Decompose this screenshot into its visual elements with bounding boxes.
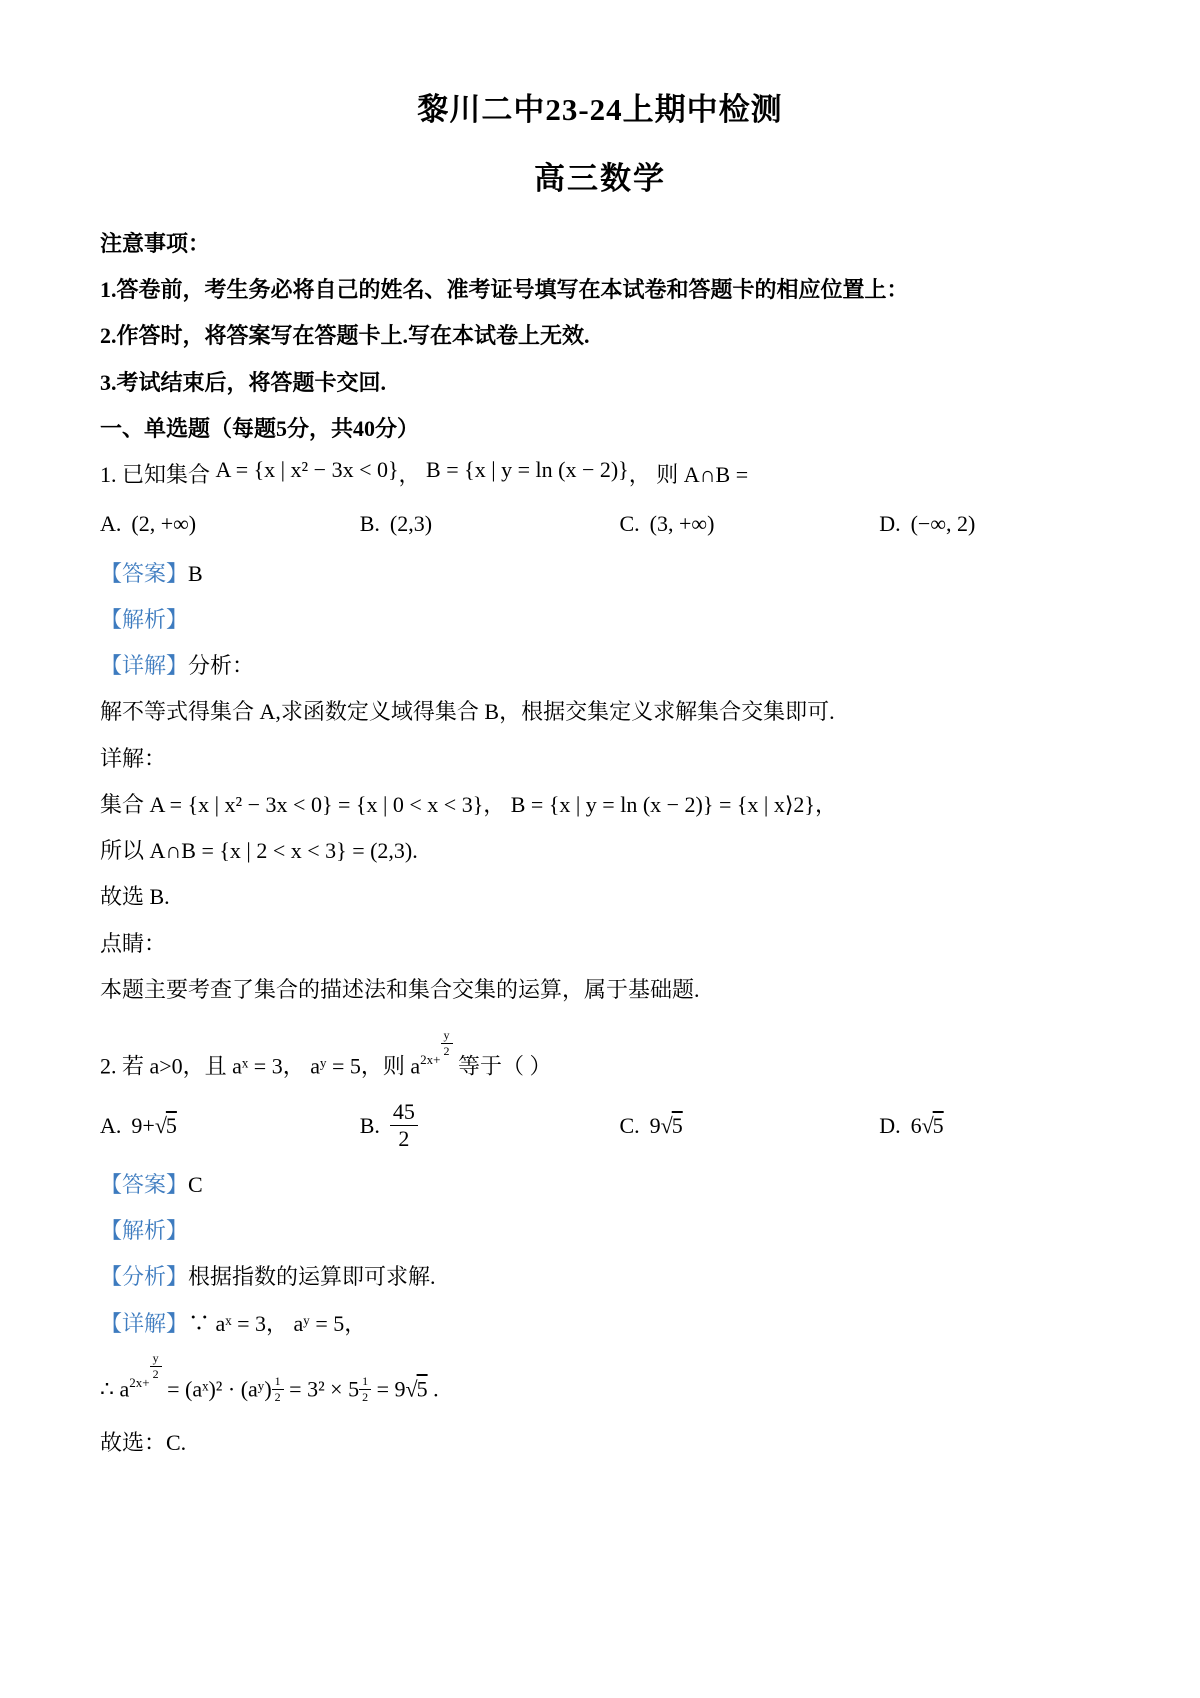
q2-option-a bbox=[100, 1110, 360, 1141]
option-label: B. bbox=[359, 1112, 380, 1138]
sqrt-expression bbox=[661, 1113, 683, 1138]
exponent-fraction bbox=[359, 1375, 371, 1404]
q2-exponent: 2x+ y 2 bbox=[420, 1031, 452, 1060]
option-label: B. bbox=[359, 511, 380, 537]
q1-analysis-text: 解不等式得集合 A,求函数定义域得集合 B，根据交集定义求解集合交集即可. bbox=[100, 699, 835, 725]
page-title: 黎川二中23-24上期中检测 bbox=[417, 92, 783, 127]
q1-tip-text: 本题主要考查了集合的描述法和集合交集的运算，属于基础题. bbox=[100, 976, 700, 1002]
q2-conclusion: 故选：C. bbox=[100, 1429, 187, 1455]
fraction-numerator: 45 bbox=[390, 1100, 418, 1126]
q1-detail-line-2: 所以 A∩B = {x | 2 < x < 3} = (2,3). bbox=[100, 838, 418, 864]
option-d-prefix: 6 bbox=[910, 1112, 922, 1138]
q1-separator-1: ， bbox=[398, 462, 427, 488]
q1-set-b: B = {x | y = ln (x − 2)} bbox=[426, 457, 629, 483]
notice-item-2: 2.作答时，将答案写在答题卡上.写在本试卷上无效. bbox=[100, 323, 590, 349]
fraction-denominator: 2 bbox=[362, 1390, 369, 1405]
q1-option-b bbox=[360, 508, 620, 539]
question-2-stem bbox=[100, 1027, 1100, 1082]
fraction-denominator: 2 bbox=[398, 1125, 410, 1151]
fraction-numerator: y bbox=[150, 1352, 162, 1367]
q1-options-row bbox=[100, 508, 1100, 539]
option-label: C. bbox=[619, 511, 640, 537]
fraction-denominator: 2 bbox=[152, 1367, 159, 1382]
q1-option-a bbox=[100, 508, 360, 539]
q2-fenxi-line bbox=[100, 1261, 1100, 1292]
exponent-fraction bbox=[272, 1375, 284, 1404]
q1-detail-line-1: 集合 A = {x | x² − 3x < 0} = {x | 0 < x < 3}， B = {x | y = ln (x − 2)} = {x | x⟩2}， bbox=[100, 791, 837, 817]
option-value bbox=[650, 1110, 683, 1141]
q2-detail-text: ∵ aˣ = 3， aʸ = 5， bbox=[188, 1310, 367, 1336]
q1-answer-value: B bbox=[188, 560, 203, 586]
option-label: C. bbox=[619, 1112, 640, 1138]
q1-answer-line bbox=[100, 558, 1100, 589]
q1-detail-label: 详解： bbox=[100, 745, 167, 771]
sqrt-expression bbox=[406, 1376, 428, 1401]
q2-solution-formula bbox=[100, 1350, 1100, 1407]
q1-detail-tag-line bbox=[100, 650, 1100, 681]
notice-item-1: 1.答卷前，考生务必将自己的姓名、准考证号填写在本试卷和答题卡的相应位置上： bbox=[100, 277, 909, 303]
q1-analysis-label: 分析： bbox=[188, 653, 255, 679]
option-value bbox=[911, 1110, 944, 1141]
fraction-numerator: y bbox=[441, 1029, 453, 1044]
answer-tag: 【答案】 bbox=[100, 560, 189, 586]
jiexi-tag: 【解析】 bbox=[100, 1218, 189, 1244]
formula-part-2: = (aˣ)² · (aʸ) bbox=[161, 1376, 272, 1402]
q1-separator-2: ， bbox=[628, 462, 657, 488]
sqrt-sign: √ bbox=[921, 1112, 933, 1138]
formula-exponent-3 bbox=[359, 1374, 371, 1406]
notice-item-3: 3.考试结束后，将答题卡交回. bbox=[100, 369, 387, 395]
sqrt-expression bbox=[155, 1113, 177, 1138]
jiexi-tag: 【解析】 bbox=[100, 606, 189, 632]
formula-part-5: . bbox=[427, 1376, 439, 1402]
q2-answer-value: C bbox=[188, 1171, 203, 1197]
q2-exponent-fraction bbox=[441, 1029, 453, 1058]
q2-analysis-tag-line bbox=[100, 1215, 1100, 1246]
formula-exponent-2 bbox=[272, 1374, 284, 1406]
option-label: D. bbox=[879, 511, 901, 537]
answer-tag: 【答案】 bbox=[100, 1171, 189, 1197]
option-label: A. bbox=[100, 511, 122, 537]
page-subtitle: 高三数学 bbox=[534, 161, 666, 196]
q2-answer-line bbox=[100, 1169, 1100, 1200]
q1-option-c bbox=[619, 508, 879, 539]
formula-part-1: ∴ a bbox=[100, 1376, 130, 1402]
formula-exponent-1: 2x+ y 2 bbox=[129, 1354, 161, 1383]
fraction-denominator: 2 bbox=[274, 1390, 281, 1405]
option-value bbox=[131, 1110, 177, 1141]
q2-fenxi-text: 根据指数的运算即可求解. bbox=[188, 1264, 436, 1290]
option-value: (−∞, 2) bbox=[910, 511, 976, 537]
exponent-fraction bbox=[150, 1352, 162, 1381]
q1-conclusion: 故选 B. bbox=[100, 884, 170, 910]
q1-stem-prefix: 1. 已知集合 bbox=[100, 462, 216, 488]
formula-part-3: = 3² × 5 bbox=[283, 1376, 360, 1402]
sqrt-sign: √ bbox=[405, 1376, 417, 1402]
sqrt-radicand: 5 bbox=[932, 1112, 944, 1138]
q1-analysis-tag-line bbox=[100, 604, 1100, 635]
q2-detail-line bbox=[100, 1308, 1100, 1339]
option-label: D. bbox=[879, 1112, 901, 1138]
option-value: (3, +∞) bbox=[649, 511, 715, 537]
q2-options-row bbox=[100, 1100, 1100, 1151]
sqrt-sign: √ bbox=[154, 1112, 166, 1138]
option-value: (2, +∞) bbox=[131, 511, 197, 537]
sqrt-radicand: 5 bbox=[165, 1112, 177, 1138]
section-heading: 一、单选题（每题5分，共40分） bbox=[100, 415, 420, 441]
q1-stem-suffix: 则 A∩B = bbox=[656, 462, 749, 488]
xiangjie-tag: 【详解】 bbox=[100, 653, 189, 679]
q2-option-c bbox=[619, 1110, 879, 1141]
q2-option-d bbox=[879, 1110, 1100, 1141]
q2-stem-prefix: 2. 若 a>0，且 aˣ = 3， aʸ = 5，则 a bbox=[100, 1053, 421, 1079]
sqrt-radicand: 5 bbox=[416, 1376, 428, 1402]
option-label: A. bbox=[100, 1112, 122, 1138]
q2-stem-suffix: 等于（ ） bbox=[452, 1053, 552, 1079]
q1-set-a: A = {x | x² − 3x < 0} bbox=[215, 457, 399, 483]
sqrt-radicand: 5 bbox=[671, 1112, 683, 1138]
fraction-numerator: 1 bbox=[359, 1375, 371, 1390]
q2-option-b bbox=[360, 1100, 620, 1151]
option-value: (2,3) bbox=[389, 511, 433, 537]
option-a-prefix: 9+ bbox=[131, 1112, 155, 1138]
fraction-denominator: 2 bbox=[443, 1044, 450, 1059]
option-c-prefix: 9 bbox=[649, 1112, 661, 1138]
sqrt-expression bbox=[922, 1113, 944, 1138]
question-1-stem bbox=[100, 459, 1100, 490]
fenxi-tag: 【分析】 bbox=[100, 1264, 189, 1290]
xiangjie-tag: 【详解】 bbox=[100, 1310, 189, 1336]
q1-option-d bbox=[879, 508, 1100, 539]
q1-tip-label: 点睛： bbox=[100, 930, 167, 956]
formula-part-4: = 9 bbox=[371, 1376, 406, 1402]
sqrt-sign: √ bbox=[660, 1112, 672, 1138]
fraction-numerator: 1 bbox=[272, 1375, 284, 1390]
notice-heading: 注意事项： bbox=[100, 231, 211, 256]
option-b-fraction bbox=[390, 1100, 418, 1151]
